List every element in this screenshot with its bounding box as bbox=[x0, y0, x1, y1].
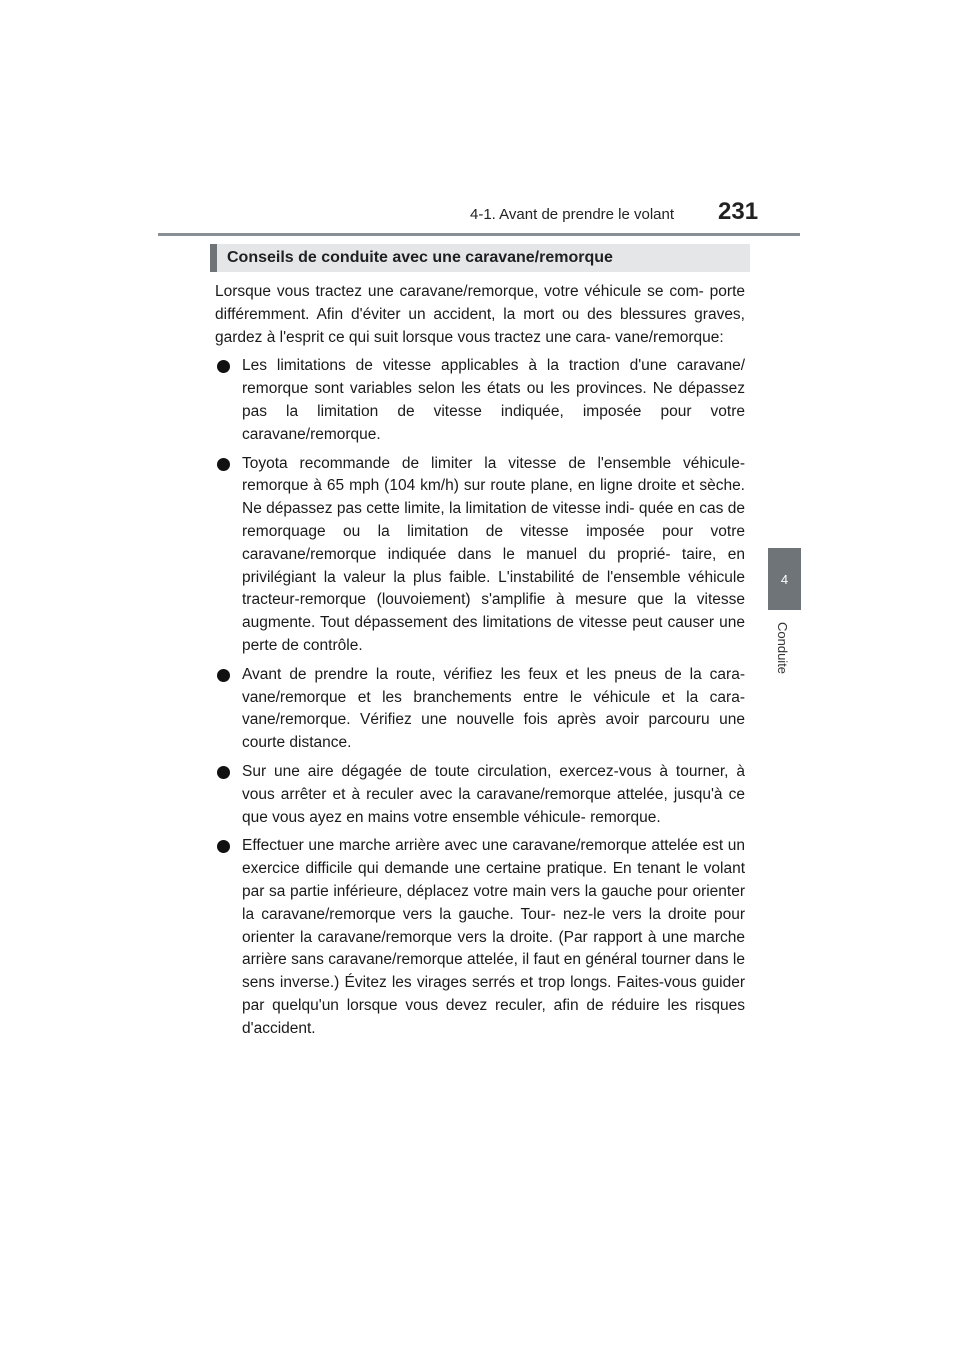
list-item bbox=[215, 835, 745, 1040]
list-item bbox=[215, 453, 745, 658]
bullet-text: Avant de prendre la route, vérifiez les feux et les pneus de la cara- vane/remorque et les branchements entre le véhicule et la cara- vane/remorque. Vérifiez une nouvelle fois après avoir parcouru une courte distance. bbox=[242, 665, 745, 752]
section-body bbox=[215, 281, 745, 1047]
list-item bbox=[215, 355, 745, 446]
bullet-text: Sur une aire dégagée de toute circulation, exercez-vous à tourner, à vous arrêter et à reculer avec la caravane/remorque attelée, jusqu'à ce que vous ayez en mains votre ensemble véhicule- remorque. bbox=[242, 762, 745, 826]
chapter-tab bbox=[768, 548, 801, 610]
bullet-list bbox=[215, 355, 745, 1040]
header-rule bbox=[158, 233, 800, 236]
bullet-text: Effectuer une marche arrière avec une caravane/remorque attelée est un exercice difficile qui demande une certaine pratique. En tenant le volant par sa partie inférieure, déplacez votre main vers la gauche pour orienter la caravane/remorque vers la gauche. Tour- nez-le vers la droite pour orienter la caravane/remorque vers la droite. (Par rapport à une marche arrière sans caravane/remorque attelée, il faut en général tourner dans le sens inverse.) Évitez les virages serrés et trop longs. Faites-vous guider par quelqu'un lorsque vous devez reculer, afin de réduire les risques d'accident. bbox=[242, 837, 745, 1037]
bullet-icon bbox=[217, 360, 230, 373]
chapter-number: 4 bbox=[780, 571, 789, 587]
page-number: 231 bbox=[718, 198, 759, 225]
list-item bbox=[215, 761, 745, 829]
bullet-icon bbox=[217, 840, 230, 853]
running-header: 4-1. Avant de prendre le volant bbox=[470, 206, 675, 223]
bullet-icon bbox=[217, 669, 230, 682]
list-item bbox=[215, 664, 745, 755]
bullet-text: Les limitations de vitesse applicables à la traction d'une caravane/ remorque sont variables selon les états ou les provinces. Ne dépassez pas la limitation de vitesse indiquée, imposée pour votre caravane/remorque. bbox=[242, 357, 745, 443]
intro-paragraph: Lorsque vous tractez une caravane/remorque, votre véhicule se com- porte différemment. Afin d'éviter un accident, la mort ou des blessures graves, gardez à l'esprit ce qui suit lorsque vous tractez une cara- vane/remorque: bbox=[215, 283, 745, 346]
bullet-text: Toyota recommande de limiter la vitesse de l'ensemble véhicule- remorque à 65 mph (104 km/h) sur route plane, en ligne droite et sèche. Ne dépassez pas cette limite, la limitation de vitesse indi- quée en cas de remorquage ou la limitation de vitesse imposée pour votre caravane/remorque indiquée dans le manuel du proprié- taire, en privilégiant la valeur la plus faible. L'instabilité de l'ensemble véhicule tracteur-remorque (louvoiement) s'amplifie à mesure que la vitesse augmente. Tout dépassement des limitations de vitesse peut causer une perte de contrôle. bbox=[242, 454, 745, 654]
chapter-label: Conduite bbox=[775, 622, 790, 675]
bullet-icon bbox=[217, 766, 230, 779]
bullet-icon bbox=[217, 458, 230, 471]
section-heading: Conseils de conduite avec une caravane/remorque bbox=[210, 244, 750, 272]
